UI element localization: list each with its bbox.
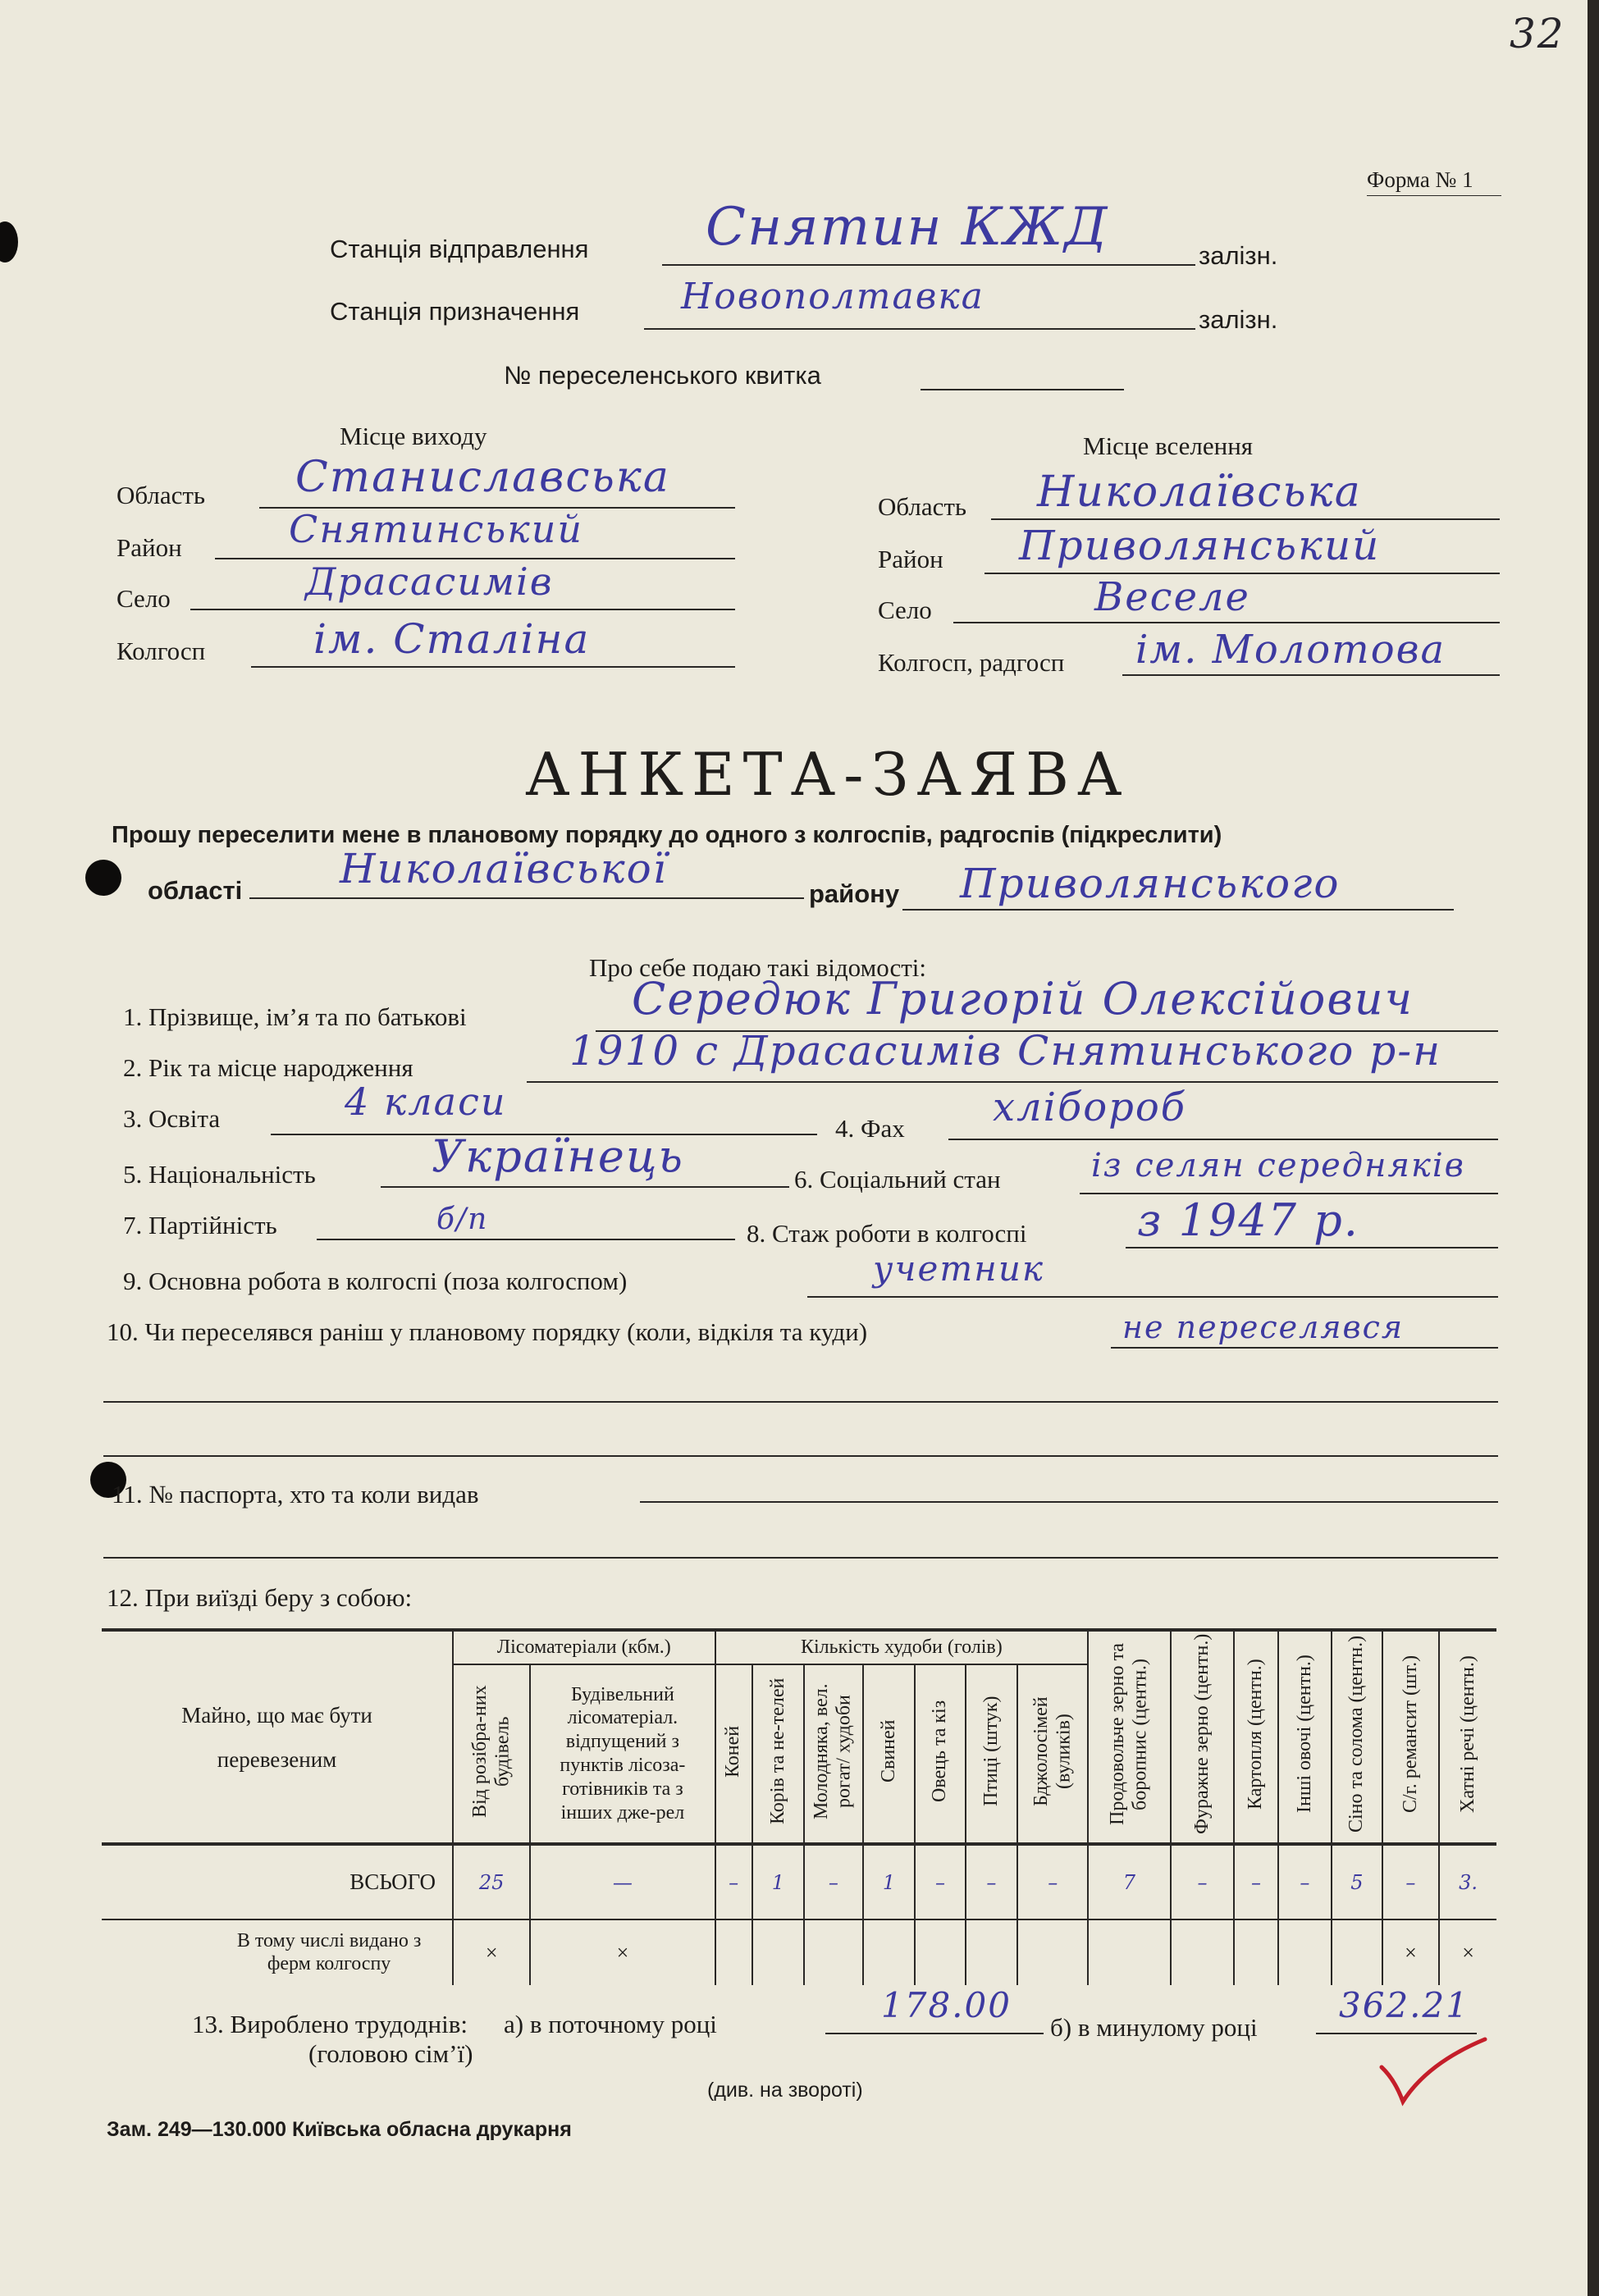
exit-kolhosp-label: Колгосп (116, 637, 206, 665)
property-header: Майно, що має бути перевезеним (102, 1630, 453, 1844)
field-11-line-2 (103, 1557, 1498, 1559)
field-5-label: 5. Національність (123, 1160, 316, 1189)
table-row-total (102, 1844, 1496, 1919)
farm-cell (1234, 1919, 1277, 1985)
settle-raion-label: Район (878, 545, 943, 573)
row-total-label: ВСЬОГО (102, 1844, 453, 1919)
column-header: Сіно та солома (центн.) (1345, 1635, 1368, 1833)
total-cell: 5 (1332, 1844, 1382, 1919)
total-cell: – (1382, 1844, 1440, 1919)
column-header: Продовольче зерно та боропнис (центн.) (1106, 1643, 1151, 1825)
column-header: Птиці (штук) (980, 1696, 1002, 1806)
column-header: Овець та кіз (929, 1700, 951, 1802)
column-header: Корів та не-телей (766, 1677, 788, 1824)
farm-cell (752, 1919, 804, 1985)
column-header: С/г. ремансит (шт.) (1399, 1655, 1421, 1814)
total-cell: 3. (1439, 1844, 1496, 1919)
workdays-previous-value: 362.21 (1339, 1985, 1469, 2025)
field-9-line (807, 1296, 1498, 1298)
farm-cell (1088, 1919, 1170, 1985)
binder-hole (85, 860, 121, 896)
settle-oblast-line (991, 518, 1500, 520)
field-8-line (1126, 1247, 1498, 1248)
reverse-note: (див. на звороті) (707, 2079, 863, 2102)
field-11-label: 11. № паспорта, хто та коли видав (112, 1480, 479, 1509)
request-oblast-label: області (148, 876, 243, 905)
farm-cell (1171, 1919, 1235, 1985)
request-oblast-value: Николаївської (340, 845, 668, 892)
field-10-value: не переселявся (1122, 1309, 1405, 1345)
exit-oblast-value: Станиславська (295, 453, 670, 502)
column-header: Молодняка, вел. рогат/ худоби (811, 1682, 855, 1819)
field-5-line (381, 1186, 789, 1188)
field-10-label: 10. Чи переселявся раніш у плановому порядку (коли, відкіля та куди) (107, 1317, 868, 1346)
form-title: АНКЕТА-ЗАЯВА (525, 740, 1131, 809)
farm-cell: × (1439, 1919, 1496, 1985)
workdays-current-value: 178.00 (881, 1985, 1012, 2025)
total-cell: – (966, 1844, 1017, 1919)
exit-selo-value: Драсасимів (305, 559, 554, 604)
farm-cell (1278, 1919, 1332, 1985)
workdays-sub-label: (головою сім’ї) (308, 2039, 473, 2068)
check-mark-icon (1378, 2034, 1493, 2108)
column-header: Свиней (877, 1719, 899, 1782)
destination-value: Новополтавка (681, 276, 985, 317)
field-3-label: 3. Освіта (123, 1104, 221, 1133)
field-2-line (527, 1081, 1498, 1083)
request-text: Прошу переселити мене в плановому порядку до одного з колгоспів, радгоспів (підкреслити) (112, 822, 1222, 848)
field-4-value: хлібороб (993, 1084, 1187, 1130)
farm-cell (1017, 1919, 1088, 1985)
table-row-farm (102, 1919, 1496, 1985)
settle-place-heading: Місце вселення (1083, 431, 1254, 460)
field-2-label: 2. Рік та місце народження (123, 1053, 413, 1082)
field-6-value: із селян середняків (1091, 1147, 1465, 1185)
settle-selo-label: Село (878, 596, 932, 624)
field-2-value: 1910 с Драсасимів Снятинського р-н (569, 1027, 1442, 1075)
total-cell: – (804, 1844, 863, 1919)
total-cell: – (915, 1844, 965, 1919)
farm-cell: × (530, 1919, 715, 1985)
exit-kolhosp-line (251, 666, 735, 668)
farm-cell: × (1382, 1919, 1440, 1985)
column-header: Інші овочі (центн.) (1293, 1655, 1315, 1814)
destination-label: Станція призначення (330, 297, 580, 326)
column-header: Фуражне зерно (центн.) (1190, 1633, 1213, 1835)
lumber-group-header: Лісоматеріали (кбм.) (453, 1630, 715, 1664)
farm-cell (966, 1919, 1017, 1985)
field-3-value: 4 класи (345, 1080, 507, 1124)
workdays-label: 13. Вироблено трудоднів: (192, 2010, 468, 2038)
total-cell: 1 (863, 1844, 915, 1919)
settle-oblast-label: Область (878, 492, 967, 521)
departure-suffix: залізн. (1199, 241, 1278, 270)
request-raion-label: району (809, 879, 900, 908)
total-cell: – (1234, 1844, 1277, 1919)
workdays-previous-label: б) в минулому році (1050, 2013, 1258, 2042)
column-header: Від розібра-них будівель (468, 1684, 514, 1818)
field-10-line (1111, 1347, 1498, 1349)
exit-raion-label: Район (116, 533, 182, 562)
column-header: Хатні речі (центн.) (1456, 1655, 1478, 1813)
request-oblast-line (249, 897, 804, 899)
request-raion-value: Приволянського (960, 860, 1341, 907)
settle-kolhosp-line (1122, 674, 1500, 676)
column-header: Картопля (центн.) (1245, 1659, 1267, 1810)
field-8-value: з 1947 р. (1137, 1194, 1359, 1246)
field-4-label: 4. Фах (835, 1114, 905, 1143)
exit-raion-value: Снятинський (289, 507, 584, 551)
settle-selo-value: Веселе (1094, 574, 1250, 620)
field-4-line (948, 1139, 1498, 1140)
field-1-value: Середюк Григорій Олексійович (632, 973, 1414, 1025)
workdays-current-line (825, 2033, 1044, 2034)
total-cell: – (715, 1844, 752, 1919)
field-12-label: 12. При виїзді беру з собою: (107, 1583, 413, 1612)
ticket-line (921, 389, 1124, 390)
farm-cell (863, 1919, 915, 1985)
field-10-line-3 (103, 1455, 1498, 1457)
farm-cell (715, 1919, 752, 1985)
column-header-lumber: Будівельний лісоматеріал. відпущений з пунктів лісоза-готівників та з інших дже-рел (530, 1664, 715, 1844)
total-cell: 25 (453, 1844, 530, 1919)
total-cell: — (530, 1844, 715, 1919)
cattle-group-header: Кількість худоби (голів) (715, 1630, 1089, 1664)
row-farm-label: В тому числі видано з ферм колгоспу (102, 1919, 453, 1985)
form-number-underline (1367, 195, 1501, 196)
field-7-label: 7. Партійність (123, 1211, 277, 1239)
field-7-value: б/п (436, 1203, 489, 1236)
settle-kolhosp-value: ім. Молотова (1135, 627, 1446, 673)
departure-line (662, 264, 1195, 266)
about-heading: Про себе подаю такі відомості: (589, 953, 927, 982)
total-cell: – (1017, 1844, 1088, 1919)
field-5-value: Українець (432, 1130, 684, 1182)
departure-value: Снятин КЖД (706, 197, 1109, 258)
field-8-label: 8. Стаж роботи в колгоспі (747, 1219, 1027, 1248)
ticket-label: № переселенського квитка (504, 361, 821, 390)
farm-cell (804, 1919, 863, 1985)
exit-selo-label: Село (116, 584, 171, 613)
property-table (102, 1628, 1496, 1985)
total-cell: 7 (1088, 1844, 1170, 1919)
settle-selo-line (953, 622, 1500, 623)
column-header: Коней (722, 1725, 744, 1778)
destination-suffix: залізн. (1199, 305, 1278, 334)
column-header: Бджолосімей (вуликів) (1030, 1696, 1075, 1806)
form-number: Форма № 1 (1367, 167, 1473, 192)
field-6-label: 6. Соціальний стан (794, 1165, 1001, 1194)
destination-line (644, 328, 1195, 330)
field-11-line (640, 1501, 1498, 1503)
workdays-current-label: а) в поточному році (504, 2010, 717, 2038)
farm-cell (915, 1919, 965, 1985)
field-1-label: 1. Прізвище, ім’я та по батькові (123, 1002, 467, 1031)
settle-kolhosp-label: Колгосп, радгосп (878, 648, 1065, 677)
exit-kolhosp-value: ім. Сталіна (313, 615, 591, 663)
total-cell: – (1278, 1844, 1332, 1919)
farm-cell: × (453, 1919, 530, 1985)
settle-oblast-value: Николаївська (1037, 468, 1362, 517)
field-9-label: 9. Основна робота в колгоспі (поза колгоспом) (123, 1267, 628, 1295)
field-9-value: учетник (873, 1248, 1044, 1289)
exit-place-heading: Місце виходу (340, 422, 487, 450)
total-cell: – (1171, 1844, 1235, 1919)
exit-selo-line (190, 609, 735, 610)
page-number: 32 (1510, 10, 1565, 57)
settle-raion-value: Приволянський (1019, 522, 1381, 569)
printer-line: Зам. 249—130.000 Київська обласна друкарня (107, 2118, 572, 2141)
field-7-line (317, 1239, 735, 1240)
field-10-line-2 (103, 1401, 1498, 1403)
exit-oblast-label: Область (116, 481, 206, 509)
farm-cell (1332, 1919, 1382, 1985)
binder-hole (0, 221, 18, 262)
total-cell: 1 (752, 1844, 804, 1919)
departure-label: Станція відправлення (330, 235, 589, 263)
request-raion-line (902, 909, 1454, 911)
